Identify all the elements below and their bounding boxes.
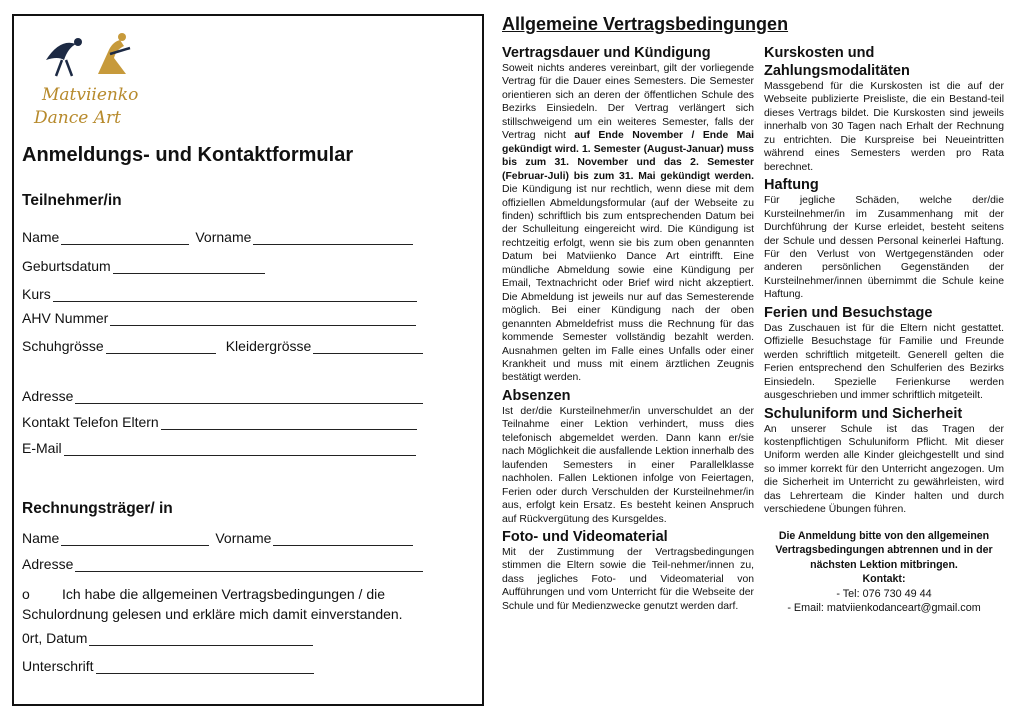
- vorname-line[interactable]: [253, 230, 413, 245]
- terms-column-left: [502, 44, 754, 615]
- checkbox-circle-icon[interactable]: o: [22, 586, 30, 602]
- kontakt-line[interactable]: [161, 415, 417, 430]
- name-label: Name: [22, 229, 60, 245]
- billing-name-field[interactable]: [22, 530, 413, 546]
- terms-column-right: [764, 44, 1004, 616]
- billing-adresse-field[interactable]: [22, 556, 423, 572]
- email-label: E-Mail: [22, 440, 62, 456]
- billing-vorname-label: Vorname: [215, 530, 272, 546]
- consent-checkbox[interactable]: [22, 584, 470, 624]
- contact-heading: Kontakt:: [862, 573, 906, 586]
- section-text: Für jegliche Schäden, welche der/die Kursteilnehmer/in im Zusammenhang mit der Durchführung der Kurse erleidet, besteht seitens der Schule und dessen Personal keinerlei Haftung. Für den Verlust von Wertgegenständen oder anderen persönlichen Gegenständen der Kursteilnehmer/innen übernimmt die Schule keine Haftung.: [764, 195, 1004, 301]
- geburtsdatum-line[interactable]: [113, 259, 265, 274]
- logo-line2: Dance Art: [34, 108, 121, 128]
- dancers-icon: [38, 30, 148, 82]
- adresse-label: Adresse: [22, 388, 74, 404]
- school-logo: [32, 30, 162, 138]
- billing-vorname-line[interactable]: [273, 531, 413, 546]
- logo-line1: Matviienko: [42, 85, 139, 105]
- ahv-field[interactable]: [22, 310, 416, 326]
- billing-adresse-label: Adresse: [22, 556, 74, 572]
- section-text: Ist der/die Kursteilnehmer/in unverschuldet an der Teilnahme einer Lektion verhindert, muss dies telefonisch abgemeldet werden. Dann kann er/sie nach Möglichkeit die ausfallende Lektion innerhalb des laufenden Semesters in einer Parallelklasse nachholen. Fallen Lektionen infolge von Feiertagen, Ferien oder durch Verschulden der Kursteilnehmer/in aus, erfolgt kein Ersatz. Es besteht keinen Anspruch auf Rückvergütung des Kursgeldes.: [502, 405, 754, 525]
- consent-text: Ich habe die allgemeinen Vertragsbedingungen / die Schulordnung gelesen und erkläre mich damit einverstanden.: [22, 586, 403, 622]
- section-heading: Vertragsdauer und Kündigung: [502, 45, 711, 61]
- kontakt-field[interactable]: [22, 414, 417, 430]
- section-heading: Ferien und Besuchstage: [764, 304, 933, 321]
- name-field[interactable]: [22, 229, 413, 245]
- adresse-line[interactable]: [75, 389, 423, 404]
- terms-title: Allgemeine Vertragsbedingungen: [502, 14, 789, 34]
- billing-adresse-line[interactable]: [75, 557, 423, 572]
- geburtsdatum-label: Geburtsdatum: [22, 258, 111, 274]
- geburtsdatum-field[interactable]: [22, 258, 265, 274]
- section-text: Soweit nichts anderes vereinbart, gilt der vorliegende Vertrag für die Dauer eines Semesters. Die Semester orientieren sich an deren der öffentlichen Schule des Bezirks Einsiedeln. Der Vertrag verlängert sich stillschweigend um ein weiteres Semester, falls der Vertrag nicht auf Ende November / Ende Mai gekündigt wird. 1. Semester (August-Januar) muss bis zum 31. November und das 2. Semester (Februar-Juli) bis zum 31. Mai gekündigt werden. Die Kündigung ist nur rechtlich, wenn diese mit dem offiziellen Abmeldungsformular (auf der Webseite zu finden) schriftlich bis zum entsprechenden Datum bei der Schulleitung eingereicht wird. Die Kündigung ist rechtzeitig erfolgt, wenn sie bis zum oben genannten Datum bei Matviienko Dance Art eintrifft. Eine mündliche Abmeldung sowie eine Kündigung per Email, Textnachricht oder Brief wird nicht akzeptiert. Die Abmeldung ist jeweils nur auf das Semesterende möglich. Bei einer Kündigung nach der oben genannten Abmeldefrist muss die Rechnung für das kommende Semester vollständig bezahlt werden. Ausnahmen gelten im Falle eines Unfalls oder einer Krankheit und muss mit einem ärztlichen Zeugnis bestätigt werden.: [502, 63, 754, 384]
- kleidergroesse-line[interactable]: [313, 339, 423, 354]
- section-text: Das Zuschauen ist für die Eltern nicht gestattet. Offizielle Besuchstage für Familie und Freunde werden schriftlich mitgeteilt. Generell gelten die Ferien entsprechend den Schulferien des Bezirks Einsiedeln. Spezielle Ferienkurse werden ausgeschrieben und immer schriftlich mitgeteilt.: [764, 322, 1004, 402]
- unterschrift-field[interactable]: [22, 658, 314, 674]
- section-heading: Schuluniform und Sicherheit: [764, 405, 963, 422]
- section-text: An unserer Schule ist das Tragen der kostenpflichtigen Schuluniform Pflicht. Mit dieser Uniform werden alle Kinder gleichgestellt und sind so immer korrekt für den Unterricht angezogen. Um die Sicherheit im Unterricht zu gewährleisten, wird das Lehrerteam die Kinder halten und durch verschiedene Übungen führen.: [764, 423, 1004, 516]
- schuhgroesse-line[interactable]: [106, 339, 216, 354]
- email-line[interactable]: [64, 441, 416, 456]
- ort-datum-label: 0rt, Datum: [22, 630, 88, 646]
- section-heading: Absenzen: [502, 387, 571, 404]
- closing-note: Die Anmeldung bitte von den allgemeinen Vertragsbedingungen abtrennen und in der nächsten Lektion mitbringen.: [775, 529, 993, 571]
- unterschrift-label: Unterschrift: [22, 658, 94, 674]
- contact-phone: - Tel: 076 730 49 44: [836, 587, 932, 600]
- ahv-label: AHV Nummer: [22, 310, 109, 326]
- unterschrift-line[interactable]: [96, 659, 314, 674]
- participant-heading: Teilnehmer/in: [22, 192, 122, 209]
- name-line[interactable]: [61, 230, 189, 245]
- ort-datum-line[interactable]: [89, 631, 313, 646]
- form-title: Anmeldungs- und Kontaktformular: [22, 144, 354, 166]
- section-heading: Haftung: [764, 177, 819, 194]
- section-heading: Kurskosten und Zahlungsmodalitäten: [764, 45, 910, 79]
- section-text: Mit der Zustimmung der Vertragsbedingungen stimmen die Eltern sowie die Teil-nehmer/innen zu, dass jegliches Foto- und Videomaterial von Aufführungen und vom Unterricht für die Webseite der Schule und für Medienzwecke genutzt werden darf.: [502, 546, 754, 612]
- kurs-field[interactable]: [22, 286, 417, 302]
- vorname-label: Vorname: [195, 229, 252, 245]
- ahv-line[interactable]: [110, 311, 416, 326]
- schuhgroesse-label: Schuhgrösse: [22, 338, 104, 354]
- section-text: Massgebend für die Kurskosten ist die auf der Webseite publizierte Preisliste, die ein Bestand-teil dieses Vertrags bildet. Die Kurskosten sind jeweils innerhalb von 30 Tagen nach Erhalt der Rechnung zu entrichten. Die Kurspreise bei Neueintritten während eines Semesters werden pro Rata berechnet.: [764, 81, 1004, 173]
- adresse-field[interactable]: [22, 388, 423, 404]
- groessen-field[interactable]: [22, 338, 423, 354]
- kleidergroesse-label: Kleidergrösse: [225, 338, 312, 354]
- registration-form: [12, 14, 484, 706]
- contact-email[interactable]: - Email: matviienkodanceart@gmail.com: [787, 602, 981, 615]
- ort-datum-field[interactable]: [22, 630, 313, 646]
- kurs-label: Kurs: [22, 286, 51, 302]
- billing-name-label: Name: [22, 530, 60, 546]
- kurs-line[interactable]: [53, 287, 417, 302]
- billing-name-line[interactable]: [61, 531, 209, 546]
- billing-heading: Rechnungsträger/ in: [22, 500, 173, 517]
- email-field[interactable]: [22, 440, 416, 456]
- kontakt-label: Kontakt Telefon Eltern: [22, 414, 159, 430]
- section-heading: Foto- und Videomaterial: [502, 528, 668, 545]
